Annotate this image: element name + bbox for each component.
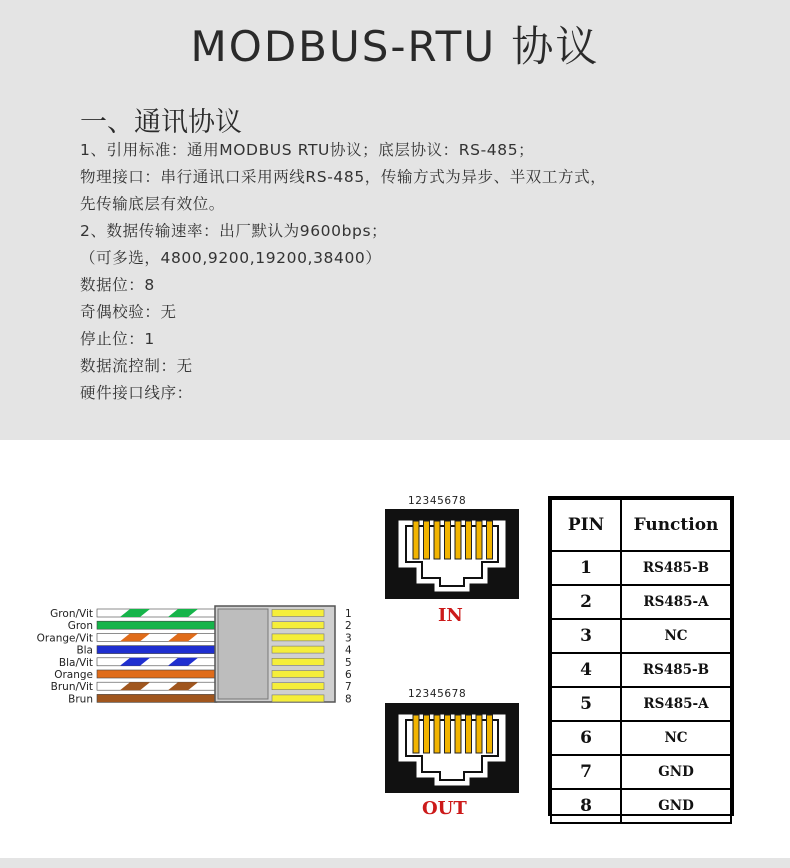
table-row: [551, 619, 731, 653]
jack-contact: [487, 715, 493, 753]
wire: [97, 658, 217, 666]
wire-label: Gron: [67, 620, 93, 633]
jack-contact: [466, 521, 472, 559]
rj45-jack-in: [384, 508, 520, 600]
function-cell: GND: [621, 789, 731, 823]
protocol-lines: [80, 137, 760, 407]
wire-label: Bla/Vit: [58, 656, 93, 669]
plug-contact: [272, 622, 324, 629]
pin-number: 8: [345, 693, 352, 706]
function-cell: GND: [621, 755, 731, 789]
jack-out-pin-numbers: 12345678: [408, 688, 467, 700]
pin-cell: 2: [551, 585, 621, 619]
protocol-line: 先传输底层有效位。: [80, 195, 225, 213]
section-heading: 一、通讯协议: [80, 107, 242, 138]
function-cell: RS485-A: [621, 687, 731, 721]
wire: [97, 609, 217, 617]
jack-contact: [476, 521, 482, 559]
plug-contact: [272, 658, 324, 665]
jack-contact: [413, 715, 419, 753]
jack-out-label: OUT: [422, 798, 467, 819]
table-row: [551, 585, 731, 619]
jack-contact: [413, 521, 419, 559]
function-cell: RS485-A: [621, 585, 731, 619]
wire: [97, 646, 217, 654]
jack-contact: [455, 521, 461, 559]
pin-number: 7: [345, 681, 352, 694]
table-header-function: Function: [621, 499, 731, 551]
protocol-line: 奇偶校验：无: [80, 303, 177, 321]
table-row: [551, 755, 731, 789]
jack-contact: [445, 715, 451, 753]
jack-contact: [434, 715, 440, 753]
wire: [97, 633, 217, 641]
plug-contact: [272, 683, 324, 690]
wire: [97, 682, 217, 690]
plug-contact: [272, 671, 324, 678]
function-cell: RS485-B: [621, 653, 731, 687]
jack-contact: [455, 715, 461, 753]
protocol-line: 停止位：1: [80, 330, 155, 348]
protocol-line: 数据位：8: [80, 276, 155, 294]
jack-in-pin-numbers: 12345678: [408, 495, 467, 507]
plug-contact: [272, 610, 324, 617]
wire: [97, 621, 217, 629]
function-cell: NC: [621, 721, 731, 755]
pin-number: 5: [345, 656, 352, 669]
wire-label: Orange: [54, 669, 93, 681]
pin-cell: 8: [551, 789, 621, 823]
jack-contact: [476, 715, 482, 753]
wire-label: Bla: [76, 644, 93, 657]
rj45-jack-out: [384, 702, 520, 794]
pin-cell: 1: [551, 551, 621, 585]
jack-contact: [487, 521, 493, 559]
protocol-line: 数据流控制：无: [80, 357, 193, 375]
pin-number: 4: [345, 644, 352, 657]
page-title: MODBUS-RTU 协议: [190, 22, 600, 71]
plug-contact: [272, 634, 324, 641]
wire: [97, 694, 217, 702]
pin-number: 1: [345, 608, 352, 620]
bottom-strip: [0, 858, 790, 868]
pin-cell: 3: [551, 619, 621, 653]
jack-contact: [466, 715, 472, 753]
jack-contact: [434, 521, 440, 559]
jack-in-label: IN: [438, 605, 463, 626]
wire: [97, 670, 217, 678]
protocol-line: 2、数据传输速率：出厂默认为9600bps；: [80, 222, 388, 240]
table-row: [551, 653, 731, 687]
protocol-line: 1、引用标准：通用MODBUS RTU协议；底层协议：RS-485；: [80, 141, 535, 159]
pin-function-table: [548, 496, 734, 816]
protocol-line: 物理接口：串行通讯口采用两线RS-485，传输方式为异步、半双工方式，: [80, 168, 607, 186]
wire-label: Brun: [68, 693, 93, 706]
pin-cell: 7: [551, 755, 621, 789]
pin-number: 6: [345, 669, 352, 681]
pin-number: 3: [345, 632, 352, 645]
table-row: [551, 551, 731, 585]
table-header-row: [551, 499, 731, 551]
function-cell: NC: [621, 619, 731, 653]
protocol-line: 硬件接口线序：: [80, 384, 193, 402]
wire-label: Orange/Vit: [36, 632, 93, 645]
table-header-pin: PIN: [551, 499, 621, 551]
table-row: [551, 687, 731, 721]
jack-contact: [424, 521, 430, 559]
jack-contact: [445, 521, 451, 559]
function-cell: RS485-B: [621, 551, 731, 585]
pin-cell: 6: [551, 721, 621, 755]
plug-contact: [272, 646, 324, 653]
protocol-line: （可多选，4800,9200,19200,38400）: [80, 249, 382, 267]
table-row: [551, 721, 731, 755]
plug-contact: [272, 695, 324, 702]
wire-label: Brun/Vit: [50, 681, 93, 694]
wire-label: Gron/Vit: [50, 608, 93, 620]
pin-cell: 5: [551, 687, 621, 721]
pin-number: 2: [345, 620, 352, 633]
rj45-plug-diagram: [0, 580, 370, 730]
table-row: [551, 789, 731, 823]
plug-latch: [218, 609, 268, 699]
jack-contact: [424, 715, 430, 753]
pin-cell: 4: [551, 653, 621, 687]
